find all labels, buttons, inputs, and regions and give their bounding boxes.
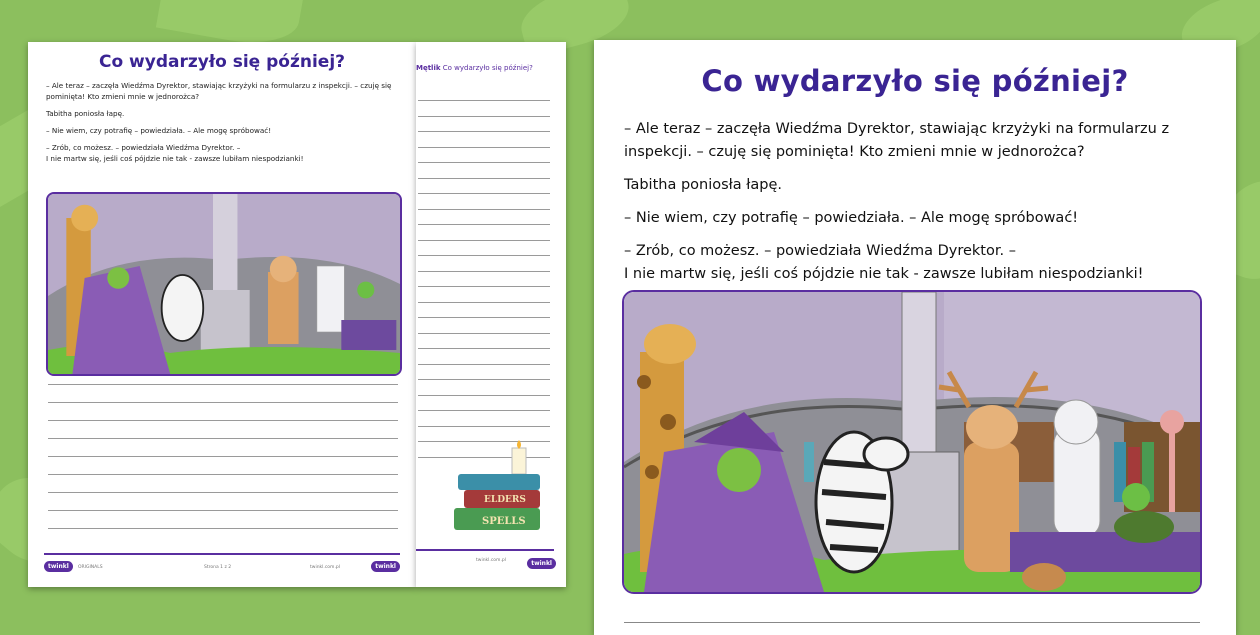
story-illustration [622, 290, 1202, 594]
writing-line [48, 510, 398, 511]
writing-line [48, 474, 398, 475]
page-2-header-bold: Mętlik [416, 64, 441, 72]
footer-page-label: Strona 1 z 2 [204, 565, 232, 570]
writing-line [418, 193, 550, 194]
twinkl-logo-small: twinkl [527, 558, 556, 569]
footer-site: twinkl.com.pl [310, 565, 340, 570]
writing-line [48, 438, 398, 439]
writing-line [418, 410, 550, 411]
writing-line [48, 402, 398, 403]
page-title: Co wydarzyło się później? [701, 64, 1129, 98]
writing-line [418, 209, 550, 210]
book-label: SPELLS [482, 516, 526, 527]
writing-line [418, 255, 550, 256]
writing-line [418, 147, 550, 148]
writing-line [48, 384, 398, 385]
writing-line [418, 426, 550, 427]
story-paragraph: – Nie wiem, czy potrafię – powiedziała. – Ale mogę spróbować! [46, 126, 272, 135]
writing-lines [418, 100, 550, 472]
story-paragraph: – Ale teraz – zaczęła Wiedźma Dyrektor, stawiając krzyżyki na formularzu z inspekcji. – czuję się pominięta! Kto zmieni mnie w jednorożca? [46, 81, 392, 101]
footer-rule [44, 553, 400, 555]
writing-line [418, 302, 550, 303]
writing-line [48, 528, 398, 529]
writing-line [48, 456, 398, 457]
writing-line [418, 100, 550, 101]
writing-line [418, 162, 550, 163]
page-footer [44, 553, 400, 577]
story-paragraph: I nie martw się, jeśli coś pójdzie nie tak - zawsze lubiłam niespodzianki! [624, 266, 1144, 282]
footer-brand: ORIGINALS [78, 565, 103, 570]
writing-line [418, 286, 550, 287]
footer-rule [416, 549, 554, 551]
story-paragraph: – Nie wiem, czy potrafię – powiedziała. – Ale mogę spróbować! [624, 210, 1079, 226]
story-paragraph: Tabitha poniosła łapę. [624, 177, 783, 193]
footer-site: twinkl.com.pl [476, 558, 506, 563]
story-paragraph: – Ale teraz – zaczęła Wiedźma Dyrektor, stawiając krzyżyki na formularzu z inspekcji. – czuję się pominięta! Kto zmieni mnie w jednorożca? [624, 121, 1170, 160]
writing-line [418, 271, 550, 272]
writing-line [418, 224, 550, 225]
worksheet-page-large [594, 40, 1236, 635]
writing-line [418, 178, 550, 179]
writing-line [418, 131, 550, 132]
writing-line [418, 317, 550, 318]
writing-line [418, 379, 550, 380]
story-paragraph: Tabitha poniosła łapę. [46, 109, 125, 118]
writing-line [418, 333, 550, 334]
writing-line [48, 420, 398, 421]
worksheet-page-1-thumbnail [28, 42, 416, 587]
worksheet-page-2-thumbnail [416, 42, 566, 587]
writing-line [624, 622, 1200, 623]
story-paragraph: – Zrób, co możesz. – powiedziała Wiedźma Dyrektor. – [46, 143, 241, 152]
page-title: Co wydarzyło się później? [98, 52, 346, 72]
story-paragraph: – Zrób, co możesz. – powiedziała Wiedźma Dyrektor. – [624, 243, 1016, 259]
writing-line [48, 492, 398, 493]
twinkl-logo-small: twinkl [371, 561, 400, 572]
twinkl-logo: twinkl [44, 561, 73, 572]
writing-line [418, 240, 550, 241]
story-illustration [46, 192, 402, 376]
story-paragraph: I nie martw się, jeśli coś pójdzie nie tak - zawsze lubiłam niespodzianki! [46, 154, 304, 163]
page-2-header [416, 64, 533, 72]
writing-line [418, 348, 550, 349]
book-label: ELDERS [484, 495, 526, 505]
writing-line [418, 364, 550, 365]
page-2-header-text: Co wydarzyło się później? [442, 64, 533, 72]
writing-line [418, 116, 550, 117]
writing-lines [48, 384, 398, 546]
writing-line [418, 395, 550, 396]
